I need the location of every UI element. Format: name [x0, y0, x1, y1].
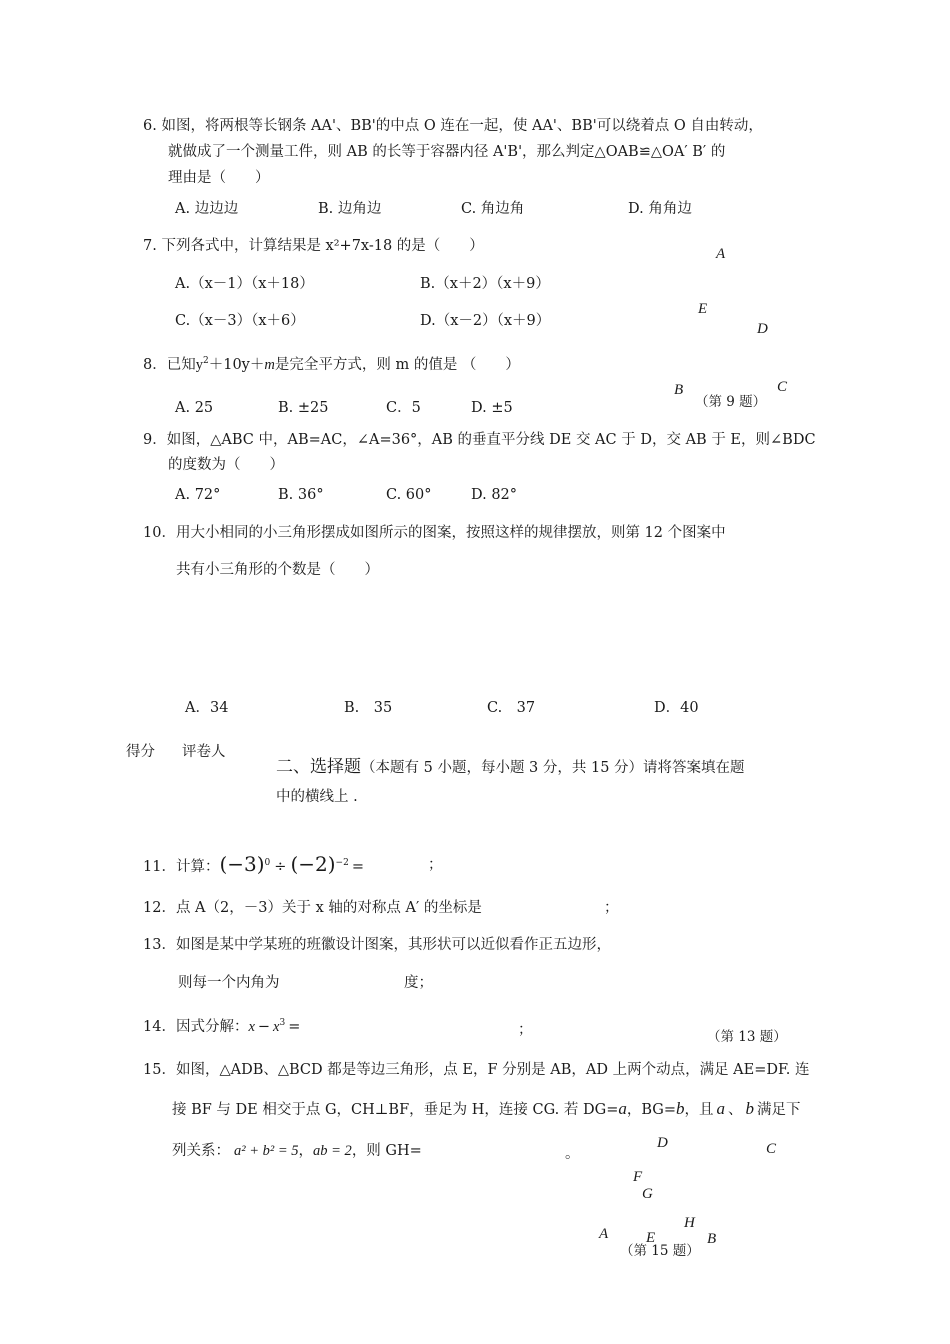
- q13-line1: 13．如图是某中学某班的班徽设计图案，其形状可以近似看作正五边形，: [143, 937, 611, 953]
- q6-option-b: B. 边角边: [318, 201, 382, 217]
- q15-var-a-2: a: [716, 1099, 726, 1118]
- q9-option-c: C. 60°: [386, 487, 432, 503]
- q14-row: [143, 1018, 300, 1036]
- q10-line1: 10．用大小相同的小三角形摆成如图所示的图案，按照这样的规律摆放，则第 12 个图案中: [143, 525, 726, 541]
- q9-line2: 的度数为（ ）: [168, 457, 284, 473]
- fig9-label-c: C: [777, 379, 788, 395]
- fig9-label-b: B: [674, 382, 684, 398]
- section2-title: 二、选择题: [276, 757, 361, 777]
- fig15-label-d: D: [657, 1135, 668, 1151]
- q10-option-b: B. 35: [344, 700, 393, 716]
- q15-sep: ，: [298, 1143, 314, 1159]
- q8-expr-exp: 2: [202, 356, 209, 366]
- q14-exp: 3: [279, 1018, 286, 1028]
- q13-caption: （第 13 题）: [707, 1029, 787, 1045]
- q15-line1: 15．如图，△ADB、△BCD 都是等边三角形，点 E，F 分别是 AB，AD 上两个动点，满足 AE=DF. 连: [143, 1062, 810, 1078]
- q15-var-b: b: [676, 1099, 685, 1118]
- q7-option-b: B.（x＋2）（x＋9）: [420, 276, 550, 292]
- q11-term-a-exp: 0: [264, 858, 271, 869]
- q15-rel1: a² + b² = 5: [234, 1143, 299, 1159]
- q15-line2b: ，BG=: [626, 1102, 677, 1118]
- score-label: 得分: [126, 744, 155, 760]
- fig15-label-c: C: [766, 1141, 777, 1157]
- q9-option-b: B. 36°: [278, 487, 324, 503]
- q14-x2: x: [273, 1018, 280, 1035]
- fig15-label-h: H: [684, 1215, 695, 1231]
- q8-option-d: D. ±5: [471, 400, 513, 416]
- q8-stem: [143, 356, 520, 374]
- q6-option-d: D. 角角边: [628, 201, 692, 217]
- fig15-label-g: G: [642, 1186, 653, 1202]
- q6-option-a: A. 边边边: [175, 201, 239, 217]
- q9-line1: 9．如图，△ABC 中，AB=AC，∠A=36°，AB 的垂直平分线 DE 交 AC 于 D，交 AB 于 E，则∠BDC: [143, 432, 816, 448]
- section2-header: [276, 757, 745, 777]
- q11-term-a: (−3): [219, 852, 265, 876]
- fig15-label-f: F: [633, 1169, 643, 1185]
- fig15-caption: （第 15 题）: [620, 1243, 700, 1259]
- q15-line2d: 、: [728, 1102, 743, 1118]
- q15-line2a: 接 BF 与 DE 相交于点 G，CH⊥BF，垂足为 H，连接 CG. 若 DG=: [172, 1102, 619, 1118]
- q7-option-c: C.（x－3）（x＋6）: [175, 313, 305, 329]
- q11-term-b: (−2): [290, 852, 336, 876]
- q7-option-d: D.（x－2）（x＋9）: [420, 313, 551, 329]
- q11-label: 11．计算：: [143, 859, 220, 875]
- q15-end: 。: [565, 1146, 580, 1162]
- q10-option-d: D．40: [654, 700, 699, 716]
- q14-x1: x: [248, 1018, 255, 1035]
- q14-minus: −: [257, 1018, 271, 1035]
- fig9-label-a: A: [716, 246, 726, 262]
- q8-option-b: B. ±25: [278, 400, 329, 416]
- q15-line2: [172, 1099, 801, 1119]
- grader-label: 评卷人: [182, 744, 226, 760]
- section2-line2: 中的横线上 .: [276, 789, 358, 805]
- q10-option-c: C. 37: [487, 700, 536, 716]
- q15-line3b: ，则 GH=: [351, 1143, 422, 1159]
- q6-line1: 6. 如图，将两根等长钢条 AA'、BB'的中点 O 连在一起，使 AA'、BB'可以绕着点 O 自由转动，: [143, 118, 763, 134]
- q12-text: 12．点 A（2，－3）关于 x 轴的对称点 A′ 的坐标是: [143, 900, 482, 916]
- q6-line2: 就做成了一个测量工件，则 AB 的长等于容器内径 A'B'，那么判定△OAB≌△OA′ B′ 的: [168, 144, 726, 160]
- q15-var-a: a: [618, 1099, 627, 1118]
- q7-option-a: A.（x－1）（x＋18）: [175, 276, 314, 292]
- q14-end: ；: [518, 1022, 533, 1038]
- fig9-caption: （第 9 题）: [695, 394, 767, 410]
- fig15-label-a: A: [599, 1226, 609, 1242]
- q6-line3: 理由是（ ）: [168, 170, 270, 186]
- q11-term-b-exp: −2: [335, 858, 349, 869]
- q13-unit: 度；: [404, 975, 433, 991]
- q8-expr-rest: ＋10y＋: [208, 356, 265, 373]
- q7-stem: 7. 下列各式中，计算结果是 x²+7x-18 的是（ ）: [143, 238, 484, 254]
- q15-line2c: ，且: [684, 1102, 714, 1118]
- q12-end: ；: [604, 900, 619, 916]
- q15-line2e: 满足下: [757, 1102, 801, 1118]
- q8-option-c: C．5: [386, 400, 421, 416]
- q11-row: [143, 852, 364, 876]
- q8-expr-y: y: [195, 356, 203, 373]
- q10-option-a: A．34: [185, 700, 229, 716]
- fig15-label-e: E: [646, 1230, 656, 1246]
- q8-suffix: 是完全平方式，则 m 的值是 （ ）: [274, 356, 520, 373]
- q8-option-a: A. 25: [175, 400, 214, 416]
- q11-op: ÷: [274, 859, 287, 875]
- q9-option-d: D. 82°: [471, 487, 518, 503]
- q15-line3a: 列关系：: [172, 1143, 230, 1159]
- q13-line2: 则每一个内角为: [178, 975, 280, 991]
- q15-var-b-2: b: [745, 1099, 755, 1118]
- q8-expr-m: m: [264, 356, 275, 373]
- q15-line3: [172, 1143, 422, 1160]
- q15-rel2: ab = 2: [313, 1143, 352, 1159]
- fig9-label-e: E: [698, 301, 708, 317]
- fig9-label-d: D: [757, 321, 768, 337]
- q9-option-a: A. 72°: [175, 487, 221, 503]
- q11-end: ；: [428, 857, 443, 873]
- fig15-label-b: B: [707, 1231, 717, 1247]
- q11-eq: =: [351, 859, 364, 875]
- q8-prefix: 8．已知: [143, 356, 196, 373]
- q14-eq: =: [288, 1018, 301, 1035]
- q10-line2: 共有小三角形的个数是（ ）: [176, 562, 379, 578]
- q6-option-c: C. 角边角: [461, 201, 525, 217]
- section2-desc: （本题有 5 小题，每小题 3 分，共 15 分）请将答案填在题: [361, 760, 745, 776]
- q14-label: 14．因式分解：: [143, 1018, 249, 1035]
